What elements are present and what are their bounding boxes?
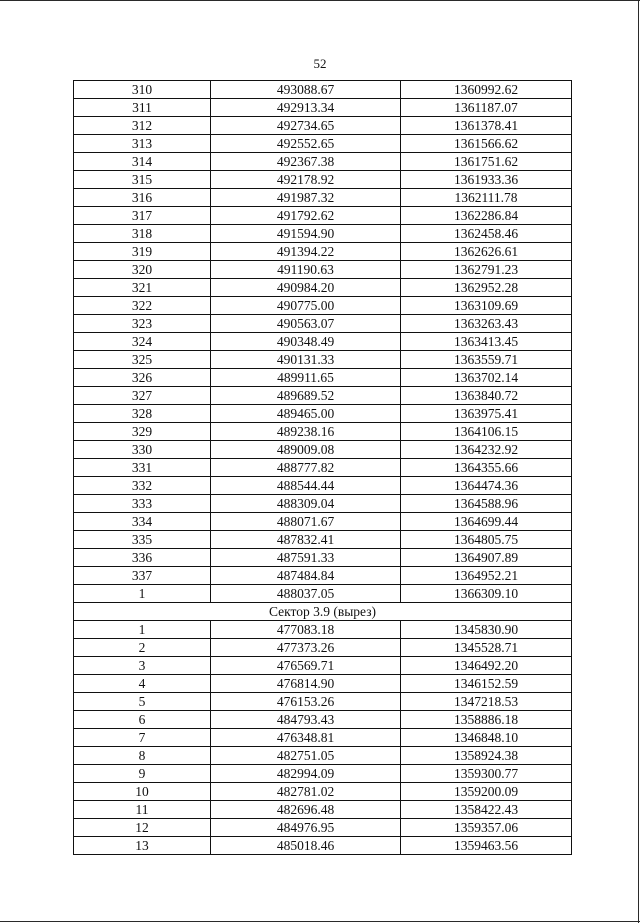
y-coordinate-cell: 1363702.14 (401, 369, 572, 387)
y-coordinate-cell: 1359200.09 (401, 783, 572, 801)
table-row (74, 387, 572, 405)
y-coordinate-cell: 1364805.75 (401, 531, 572, 549)
x-coordinate-cell: 492178.92 (211, 171, 401, 189)
table-row (74, 171, 572, 189)
y-coordinate-cell: 1363109.69 (401, 297, 572, 315)
x-coordinate-cell: 491394.22 (211, 243, 401, 261)
table-row (74, 819, 572, 837)
y-coordinate-cell: 1359357.06 (401, 819, 572, 837)
x-coordinate-cell: 492367.38 (211, 153, 401, 171)
point-number-cell: 2 (74, 639, 211, 657)
x-coordinate-cell: 476153.26 (211, 693, 401, 711)
y-coordinate-cell: 1364907.89 (401, 549, 572, 567)
x-coordinate-cell: 482696.48 (211, 801, 401, 819)
x-coordinate-cell: 485018.46 (211, 837, 401, 855)
point-number-cell: 330 (74, 441, 211, 459)
y-coordinate-cell: 1360992.62 (401, 81, 572, 99)
point-number-cell: 1 (74, 621, 211, 639)
y-coordinate-cell: 1363413.45 (401, 333, 572, 351)
point-number-cell: 7 (74, 729, 211, 747)
x-coordinate-cell: 477373.26 (211, 639, 401, 657)
y-coordinate-cell: 1358422.43 (401, 801, 572, 819)
point-number-cell: 9 (74, 765, 211, 783)
y-coordinate-cell: 1362952.28 (401, 279, 572, 297)
y-coordinate-cell: 1361933.36 (401, 171, 572, 189)
table-row (74, 243, 572, 261)
y-coordinate-cell: 1364588.96 (401, 495, 572, 513)
page-border-right (638, 0, 639, 923)
point-number-cell: 328 (74, 405, 211, 423)
point-number-cell: 1 (74, 585, 211, 603)
table-row (74, 459, 572, 477)
table-row (74, 189, 572, 207)
point-number-cell: 334 (74, 513, 211, 531)
x-coordinate-cell: 482781.02 (211, 783, 401, 801)
point-number-cell: 317 (74, 207, 211, 225)
y-coordinate-cell: 1361187.07 (401, 99, 572, 117)
table-row (74, 261, 572, 279)
table-row (74, 747, 572, 765)
y-coordinate-cell: 1364232.92 (401, 441, 572, 459)
x-coordinate-cell: 482751.05 (211, 747, 401, 765)
point-number-cell: 8 (74, 747, 211, 765)
table-row (74, 765, 572, 783)
y-coordinate-cell: 1361566.62 (401, 135, 572, 153)
y-coordinate-cell: 1358886.18 (401, 711, 572, 729)
x-coordinate-cell: 488037.05 (211, 585, 401, 603)
x-coordinate-cell: 492734.65 (211, 117, 401, 135)
section-title: Сектор 3.9 (вырез) (74, 603, 572, 621)
point-number-cell: 10 (74, 783, 211, 801)
x-coordinate-cell: 490984.20 (211, 279, 401, 297)
point-number-cell: 319 (74, 243, 211, 261)
point-number-cell: 326 (74, 369, 211, 387)
y-coordinate-cell: 1347218.53 (401, 693, 572, 711)
x-coordinate-cell: 476814.90 (211, 675, 401, 693)
table-row (74, 549, 572, 567)
point-number-cell: 311 (74, 99, 211, 117)
coordinates-table (73, 80, 572, 855)
y-coordinate-cell: 1362626.61 (401, 243, 572, 261)
y-coordinate-cell: 1362458.46 (401, 225, 572, 243)
x-coordinate-cell: 492913.34 (211, 99, 401, 117)
page-number: 52 (313, 56, 327, 71)
y-coordinate-cell: 1346848.10 (401, 729, 572, 747)
table-row (74, 513, 572, 531)
point-number-cell: 336 (74, 549, 211, 567)
point-number-cell: 4 (74, 675, 211, 693)
x-coordinate-cell: 489911.65 (211, 369, 401, 387)
y-coordinate-cell: 1362111.78 (401, 189, 572, 207)
table-row (74, 621, 572, 639)
x-coordinate-cell: 476348.81 (211, 729, 401, 747)
table-row (74, 153, 572, 171)
y-coordinate-cell: 1363840.72 (401, 387, 572, 405)
y-coordinate-cell: 1345528.71 (401, 639, 572, 657)
table-row (74, 711, 572, 729)
x-coordinate-cell: 488309.04 (211, 495, 401, 513)
x-coordinate-cell: 487484.84 (211, 567, 401, 585)
x-coordinate-cell: 491190.63 (211, 261, 401, 279)
table-row (74, 693, 572, 711)
x-coordinate-cell: 487832.41 (211, 531, 401, 549)
point-number-cell: 13 (74, 837, 211, 855)
point-number-cell: 322 (74, 297, 211, 315)
point-number-cell: 313 (74, 135, 211, 153)
point-number-cell: 316 (74, 189, 211, 207)
x-coordinate-cell: 484793.43 (211, 711, 401, 729)
y-coordinate-cell: 1364952.21 (401, 567, 572, 585)
y-coordinate-cell: 1364106.15 (401, 423, 572, 441)
coordinates-table-body (74, 81, 572, 855)
table-row (74, 81, 572, 99)
x-coordinate-cell: 490775.00 (211, 297, 401, 315)
point-number-cell: 314 (74, 153, 211, 171)
section-header-row (74, 603, 572, 621)
y-coordinate-cell: 1363975.41 (401, 405, 572, 423)
x-coordinate-cell: 476569.71 (211, 657, 401, 675)
point-number-cell: 310 (74, 81, 211, 99)
table-row (74, 585, 572, 603)
table-row (74, 315, 572, 333)
point-number-cell: 323 (74, 315, 211, 333)
point-number-cell: 6 (74, 711, 211, 729)
point-number-cell: 3 (74, 657, 211, 675)
x-coordinate-cell: 488777.82 (211, 459, 401, 477)
y-coordinate-cell: 1363263.43 (401, 315, 572, 333)
x-coordinate-cell: 493088.67 (211, 81, 401, 99)
table-row (74, 675, 572, 693)
table-row (74, 135, 572, 153)
table-row (74, 405, 572, 423)
point-number-cell: 331 (74, 459, 211, 477)
point-number-cell: 12 (74, 819, 211, 837)
y-coordinate-cell: 1364474.36 (401, 477, 572, 495)
table-row (74, 531, 572, 549)
table-row (74, 837, 572, 855)
x-coordinate-cell: 489238.16 (211, 423, 401, 441)
point-number-cell: 325 (74, 351, 211, 369)
point-number-cell: 333 (74, 495, 211, 513)
table-row (74, 117, 572, 135)
point-number-cell: 11 (74, 801, 211, 819)
point-number-cell: 318 (74, 225, 211, 243)
table-row (74, 279, 572, 297)
x-coordinate-cell: 490131.33 (211, 351, 401, 369)
table-row (74, 801, 572, 819)
table-row (74, 225, 572, 243)
point-number-cell: 320 (74, 261, 211, 279)
y-coordinate-cell: 1358924.38 (401, 747, 572, 765)
point-number-cell: 5 (74, 693, 211, 711)
table-row (74, 423, 572, 441)
x-coordinate-cell: 491987.32 (211, 189, 401, 207)
x-coordinate-cell: 490348.49 (211, 333, 401, 351)
x-coordinate-cell: 487591.33 (211, 549, 401, 567)
y-coordinate-cell: 1346492.20 (401, 657, 572, 675)
x-coordinate-cell: 492552.65 (211, 135, 401, 153)
y-coordinate-cell: 1364699.44 (401, 513, 572, 531)
table-row (74, 477, 572, 495)
point-number-cell: 335 (74, 531, 211, 549)
table-row (74, 657, 572, 675)
table-row (74, 297, 572, 315)
y-coordinate-cell: 1361378.41 (401, 117, 572, 135)
table-row (74, 729, 572, 747)
x-coordinate-cell: 488071.67 (211, 513, 401, 531)
x-coordinate-cell: 482994.09 (211, 765, 401, 783)
y-coordinate-cell: 1359300.77 (401, 765, 572, 783)
x-coordinate-cell: 489465.00 (211, 405, 401, 423)
point-number-cell: 321 (74, 279, 211, 297)
table-row (74, 351, 572, 369)
y-coordinate-cell: 1359463.56 (401, 837, 572, 855)
y-coordinate-cell: 1346152.59 (401, 675, 572, 693)
y-coordinate-cell: 1361751.62 (401, 153, 572, 171)
point-number-cell: 332 (74, 477, 211, 495)
point-number-cell: 315 (74, 171, 211, 189)
table-row (74, 207, 572, 225)
point-number-cell: 312 (74, 117, 211, 135)
point-number-cell: 337 (74, 567, 211, 585)
table-row (74, 333, 572, 351)
table-row (74, 495, 572, 513)
x-coordinate-cell: 491792.62 (211, 207, 401, 225)
table-row (74, 783, 572, 801)
x-coordinate-cell: 489009.08 (211, 441, 401, 459)
table-row (74, 639, 572, 657)
x-coordinate-cell: 489689.52 (211, 387, 401, 405)
point-number-cell: 329 (74, 423, 211, 441)
point-number-cell: 327 (74, 387, 211, 405)
table-row (74, 441, 572, 459)
y-coordinate-cell: 1362286.84 (401, 207, 572, 225)
x-coordinate-cell: 491594.90 (211, 225, 401, 243)
table-row (74, 567, 572, 585)
y-coordinate-cell: 1364355.66 (401, 459, 572, 477)
y-coordinate-cell: 1363559.71 (401, 351, 572, 369)
page-border-bottom (0, 921, 640, 922)
point-number-cell: 324 (74, 333, 211, 351)
x-coordinate-cell: 490563.07 (211, 315, 401, 333)
y-coordinate-cell: 1362791.23 (401, 261, 572, 279)
x-coordinate-cell: 484976.95 (211, 819, 401, 837)
page-border-top (0, 0, 640, 1)
x-coordinate-cell: 477083.18 (211, 621, 401, 639)
y-coordinate-cell: 1366309.10 (401, 585, 572, 603)
y-coordinate-cell: 1345830.90 (401, 621, 572, 639)
table-row (74, 99, 572, 117)
x-coordinate-cell: 488544.44 (211, 477, 401, 495)
table-row (74, 369, 572, 387)
